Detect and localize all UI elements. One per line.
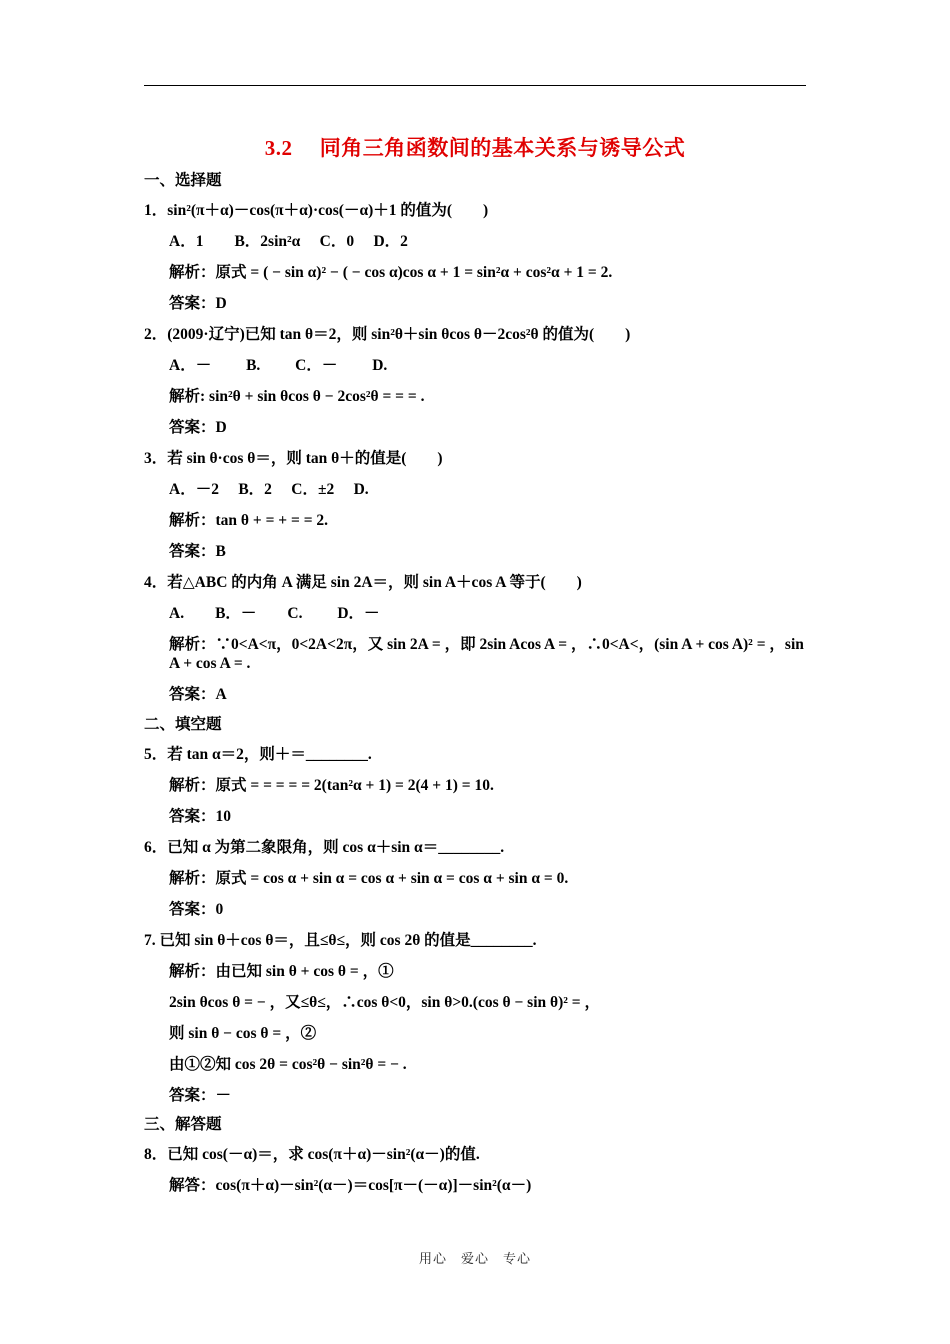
answer-line: A．－ B. C．－ D.: [169, 357, 388, 374]
answer-line: 解答：cos(π＋α)－sin²(α－)＝cos[π－(－α)]－sin²(α－): [169, 1177, 532, 1194]
answer-line: 答案：D: [169, 295, 227, 312]
answer-line: A. B．－ C. D．－: [169, 605, 380, 622]
answer-line: 答案：10: [169, 808, 232, 825]
question-line: 二、填空题: [144, 716, 222, 733]
answer-line: 答案：D: [169, 419, 227, 436]
answer-line: 解析：原式 = ( − sin α)² − ( − cos α)cos α + 1 = sin²α + cos²α + 1 = 2.: [169, 264, 613, 281]
answer-line: 则 sin θ − cos θ = ，②: [169, 1025, 317, 1042]
question-line: 4．若△ABC 的内角 A 满足 sin 2A＝，则 sin A＋cos A 等于( ): [144, 574, 582, 591]
question-line: 8．已知 cos(－α)＝，求 cos(π＋α)－sin²(α－)的值.: [144, 1146, 480, 1163]
question-line: 3．若 sin θ·cos θ＝，则 tan θ＋的值是( ): [144, 450, 443, 467]
question-line: 7. 已知 sin θ＋cos θ＝，且≤θ≤，则 cos 2θ 的值是________.: [144, 932, 537, 949]
question-line: 2．(2009·辽宁)已知 tan θ＝2，则 sin²θ＋sin θcos θ－2cos²θ 的值为( ): [144, 326, 631, 343]
answer-line: 由①②知 cos 2θ = cos²θ − sin²θ = − .: [169, 1056, 407, 1073]
question-line: 5．若 tan α＝2，则＋＝________.: [144, 746, 372, 763]
answer-line: 解析：原式 = = = = = 2(tan²α + 1) = 2(4 + 1) = 10.: [169, 777, 494, 794]
question-line: 一、选择题: [144, 172, 222, 189]
answer-line: A．1 B．2sin²α C．0 D．2: [169, 233, 408, 250]
answer-line: 解析：由已知 sin θ + cos θ = ，①: [169, 963, 394, 980]
answer-line: 答案：B: [169, 543, 226, 560]
answer-line: 解析：∵0<A<π，0<2A<2π，又 sin 2A = ，即 2sin Acos A = ，∴0<A<，(sin A + cos A)² = ，sin A + cos A = .: [169, 636, 804, 672]
question-line: 6．已知 α 为第二象限角，则 cos α＋sin α＝________.: [144, 839, 505, 856]
answer-line: 答案：0: [169, 901, 224, 918]
answer-line: 解析：tan θ + = + = = 2.: [169, 512, 329, 529]
answer-line: 解析: sin²θ + sin θcos θ − 2cos²θ = = = .: [169, 388, 425, 405]
answer-line: 答案：－: [169, 1087, 232, 1104]
question-line: 三、解答题: [144, 1116, 222, 1133]
answer-line: 2sin θcos θ = − ，又≤θ≤，∴cos θ<0，sin θ>0.(cos θ − sin θ)² = ，: [169, 994, 600, 1011]
answer-line: 答案：A: [169, 686, 227, 703]
question-line: 1．sin²(π＋α)－cos(π＋α)·cos(－α)＋1 的值为( ): [144, 202, 489, 219]
page-title: 3.2 同角三角函数间的基本关系与诱导公式: [264, 136, 686, 160]
answer-line: A．－2 B．2 C．±2 D.: [169, 481, 369, 498]
header-rule: [144, 85, 806, 86]
page-footer: 用心 爱心 专心: [418, 1251, 531, 1266]
answer-line: 解析：原式 = cos α + sin α = cos α + sin α = cos α + sin α = 0.: [169, 870, 569, 887]
